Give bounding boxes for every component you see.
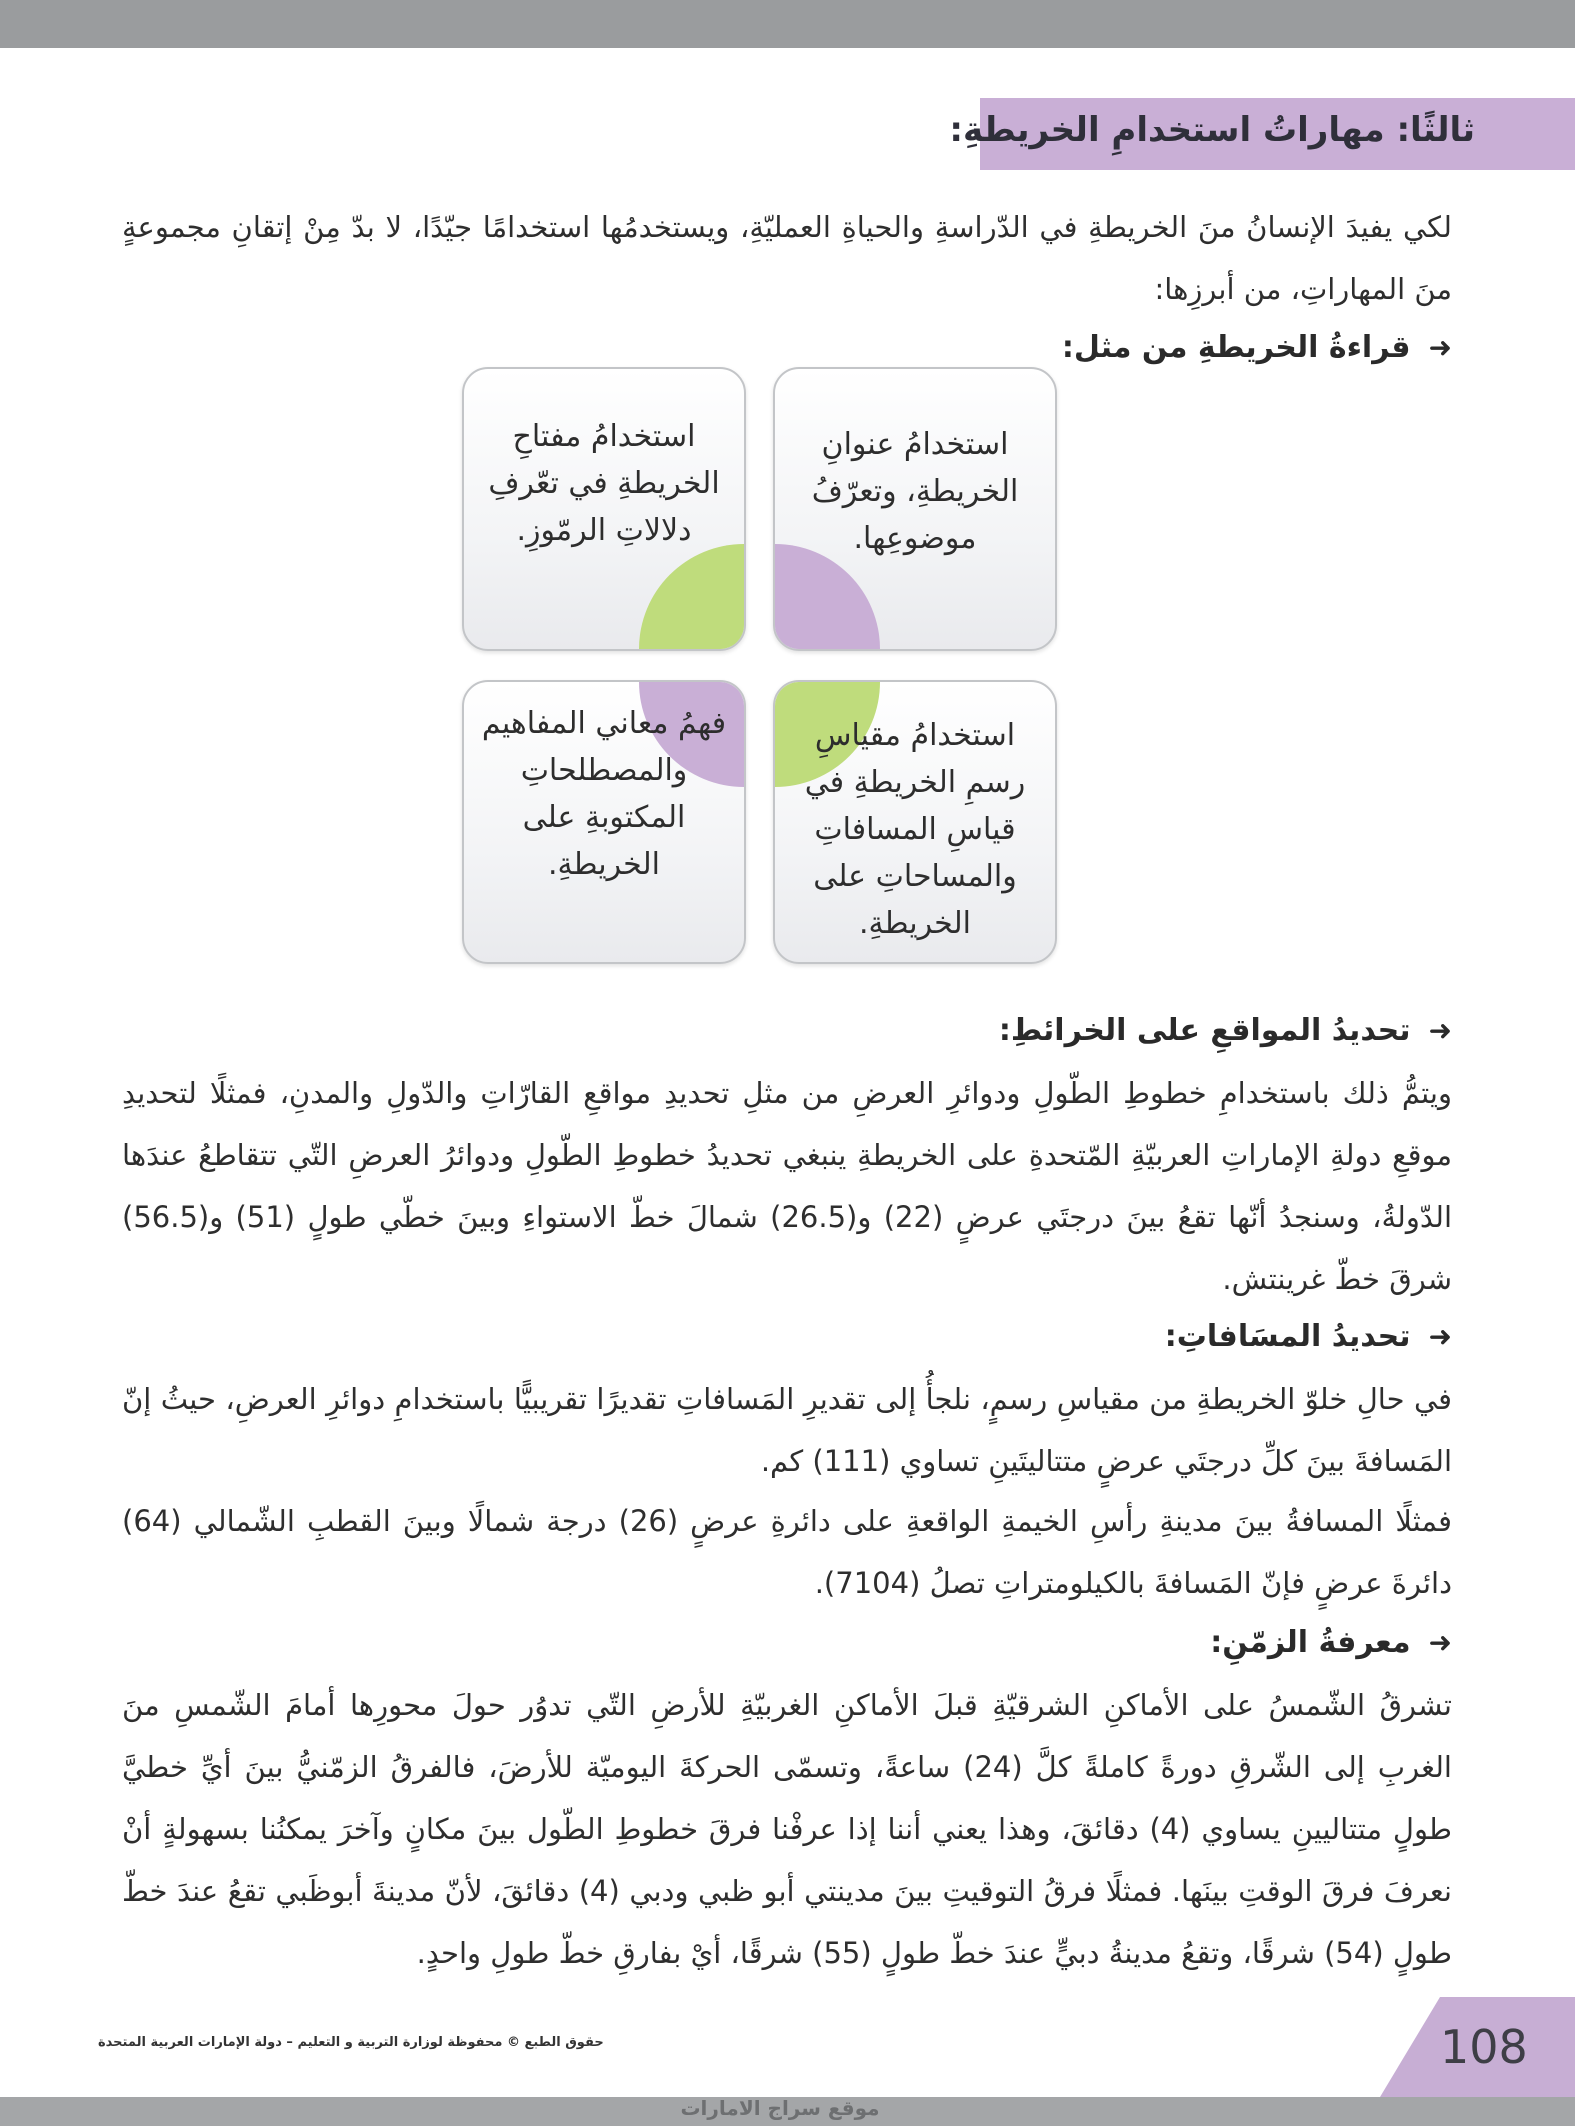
card-accent-green [639,544,746,651]
bullet-locations-label: تحديدُ المواقعِ على الخرائطِ: [998,1013,1411,1048]
bullet-locations [122,1000,1452,1062]
site-watermark-label: موقع سراج الامارات [680,2096,880,2120]
section-header [949,98,1575,170]
arrow-bullet-icon: ➜ [1428,1014,1452,1047]
distances-paragraph-1: في حالِ خلوّ الخريطةِ من مقياسِ رسمٍ، نلجأُ إلى تقديرِ المَسافاتِ تقديرًا تقريبيًّا باستخدامِ دوائرِ العرضِ، حيثُ إنّ المَسافةَ بينَ كلِّ درجتَي عرضٍ متتاليتَينِ تساوي (111) كم. [122,1382,1452,1478]
intro-paragraph: لكي يفيدَ الإنسانُ منَ الخريطةِ في الدّراسةِ والحياةِ العمليّةِ، ويستخدمُها استخدامًا جيّدًا، لا بدّ مِنْ إتقانِ مجموعةٍ منَ المهاراتِ، من أبرزِها: [122,210,1452,306]
bullet-time-label: معرفةُ الزمّنِ: [1210,1625,1411,1660]
section-title: ثالثًا: مهاراتُ استخدامِ الخريطةِ: [949,110,1475,150]
bullet-distances-label: تحديدُ المسَافاتِ: [1164,1319,1411,1354]
arrow-bullet-icon: ➜ [1428,1626,1452,1659]
card-text: استخدامُ مفتاحِ الخريطةِ في تعّرفِ دلالاتِ الرمّوزِ. [488,419,720,548]
card-text: استخدامُ عنوانِ الخريطةِ، وتعرّفُ موضوعِها. [811,427,1019,556]
arrow-bullet-icon: ➜ [1428,331,1452,364]
skill-card-map-key [462,367,746,651]
locations-paragraph: ويتمُّ ذلك باستخدامِ خطوطِ الطّولِ ودوائرِ العرضِ من مثلِ تحديدِ مواقعِ القارّاتِ والدّولِ والمدنِ، فمثلًا لتحديدِ موقعِ دولةِ الإماراتِ العربيّةِ المّتحدةِ على الخريطةِ ينبغي تحديدُ خطوطِ الطّولِ ودوائرُ العرضِ التّي تتقاطعُ عندَها الدّولةُ، وسنجدُ أنّها تقعُ بينَ درجتَي عرضٍ (22) و(26.5) شمالَ خطّ الاستواءِ وبينَ خطّي طولٍ (51) و(56.5) شرقَ خطّ غرينتش. [122,1076,1453,1296]
skill-card-map-terms [462,680,746,964]
page-number: 108 [1440,2020,1528,2074]
bullet-time [122,1612,1452,1674]
top-bar [0,0,1575,48]
card-text: فهمُ معاني المفاهيم والمصطلحاتِ المكتوبةِ على الخريطةِ. [481,706,727,882]
card-text: استخدامُ مقياسِ رسمِ الخريطةِ في قياسِ المسافاتِ والمساحاتِ على الخريطةِ. [804,718,1026,941]
bullet-distances [122,1306,1452,1368]
time-paragraph: تشرقُ الشّمسُ على الأماكنِ الشرقيّةِ قبلَ الأماكنِ الغربيّةِ للأرضِ التّي تدوُر حولَ محورِها أمامَ الشّمسِ منَ الغربِ إلى الشّرقِ دورةً كاملةً كلَّ (24) ساعةً، وتسمّى الحركةَ اليوميّة للأرضَ، فالفرقُ الزمّنيُّ بينَ أيِّ خطيَّ طولٍ متتاليينِ يساوي (4) دقائقَ، وهذا يعني أننا إذا عرفْنا فرقَ خطوطِ الطّول بينَ مكانٍ وآخرَ يمكنُنا بسهولةٍ أنْ نعرفَ فرقَ الوقتِ بينَها. فمثلًا فرقُ التوقيتِ بينَ مدينتي أبو ظبي ودبي (4) دقائقَ، لأنّ مدينةَ أبوظَبي تقعُ عندَ خطّ طولٍ (54) شرقًا، وتقعُ مدينةُ دبيٍّ عندَ خطّ طولٍ (55) شرقًا، أيْ بفارقِ خطّ طولِ واحدٍ. [122,1688,1453,1970]
bullet-reading-label: قراءةُ الخريطةِ من مثل: [1061,330,1411,365]
arrow-bullet-icon: ➜ [1428,1320,1452,1353]
distances-paragraph-2: فمثلًا المسافةُ بينَ مدينةِ رأسِ الخيمةِ الواقعةِ على دائرةِ عرضٍ (26) درجة شمالًا وبينَ القطبِ الشّمالي (64) دائرةَ عرضٍ فإنّ المَسافةَ بالكيلومتراتِ تصلُ (7104). [122,1504,1453,1600]
copyright-notice: حقوق الطبع © محفوظة لوزارة التربية و التعليم – دولة الإمارات العربية المتحدة [98,2035,604,2050]
skill-card-map-scale [773,680,1057,964]
skill-card-map-title [773,367,1057,651]
